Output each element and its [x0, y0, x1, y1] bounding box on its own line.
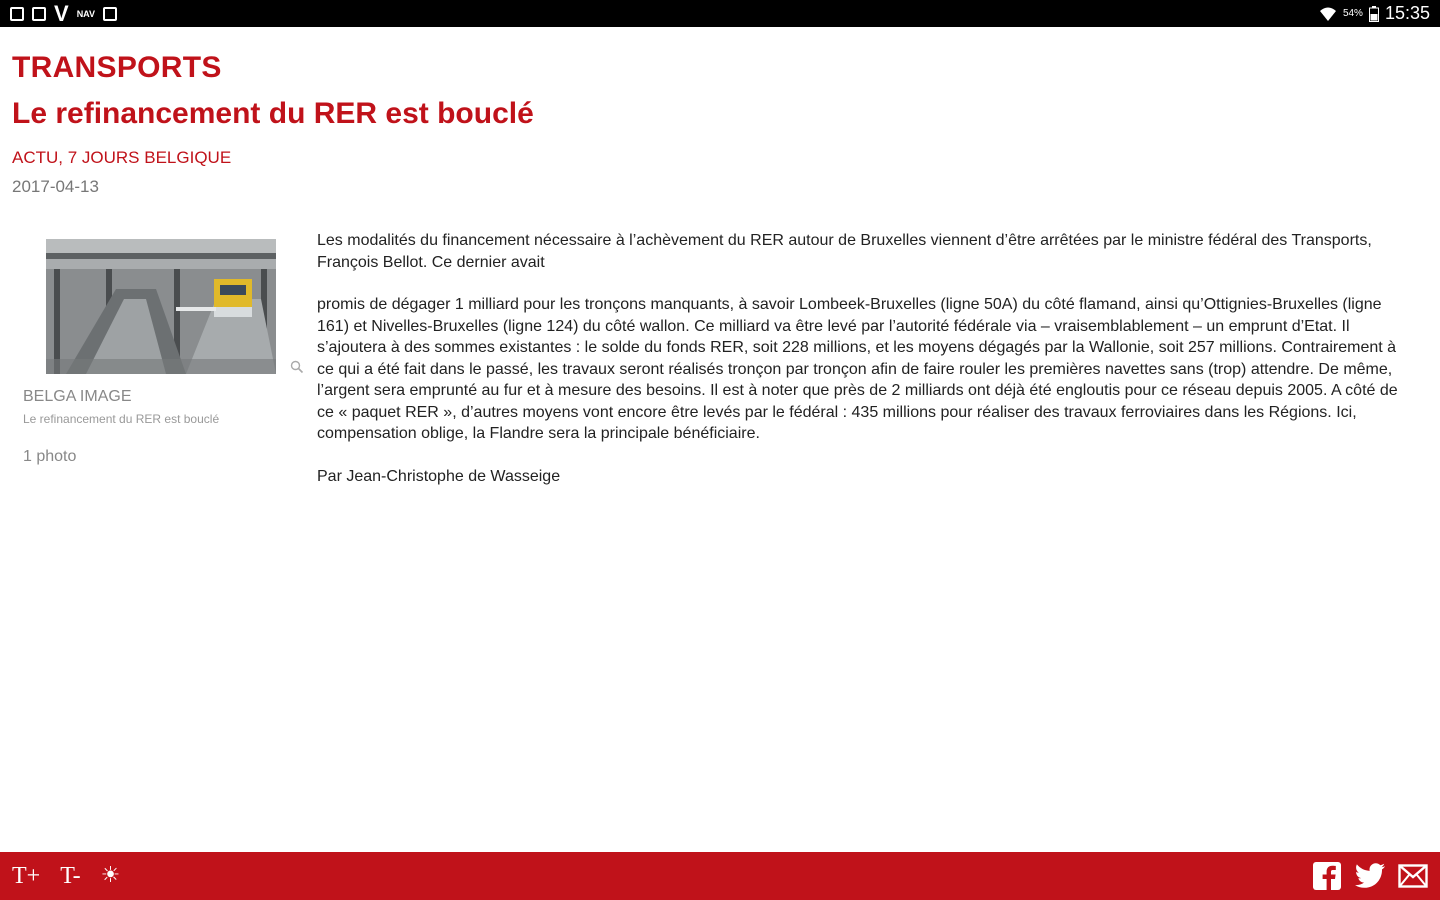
article-categories[interactable]: ACTU, 7 JOURS BELGIQUE: [12, 148, 232, 167]
v-app-icon: V: [54, 0, 69, 26]
decrease-font-button[interactable]: T-: [60, 863, 81, 889]
increase-font-button[interactable]: T+: [12, 863, 41, 889]
bottom-toolbar: [0, 852, 1440, 900]
wifi-icon: [1319, 6, 1337, 22]
text-controls: [12, 864, 120, 888]
article-paragraph: promis de dégager 1 milliard pour les tronçons manquants, à savoir Lombeek-Bruxelles (ligne 50A) du côté flamand, ainsi qu’Ottignies-Bruxelles (ligne 161) et Nivelles-Bruxelles (ligne 124) du côté wallon. Ce milliard va être levé par l’autorité fédérale via – vraisemblablement – un emprunt d’Etat. Il s’ajoutera à des sommes existantes : le solde du fonds RER, soit 228 millions, et les moyens dégagés par la Wallonie, soit 257 millions. Contrairement à ce qui a été fait dans le passé, les travaux seront réalisés tronçon par tronçon afin de faire rouler les premières navettes sans (trop) attendre. De même, l’argent sera emprunté au fur et à mesure des besoins. Il est à noter que près de 2 milliards ont déjà été engloutis pour ce réseau depuis 2005. A côté de ce « paquet RER », d’autres moyens vont encore être levés par le fédéral : 435 millions pour réaliser des travaux ferroviaires dans les Régions. Ici, compensation oblige, la Flandre sera la principale bénéficiaire.: [317, 296, 1398, 442]
photo-caption: Le refinancement du RER est bouclé: [23, 412, 220, 426]
facebook-icon[interactable]: [1312, 861, 1342, 891]
clock: 15:35: [1384, 3, 1430, 23]
photo-count[interactable]: 1 photo: [23, 448, 77, 465]
article-photo[interactable]: [46, 239, 276, 374]
bag-icon: [103, 7, 117, 21]
brightness-button[interactable]: ☀: [100, 863, 121, 888]
gallery-icon: [32, 7, 46, 21]
status-right: [1319, 3, 1430, 24]
article-author: Par Jean-Christophe de Wasseige: [317, 467, 561, 485]
article-view: [0, 27, 1440, 852]
twitter-icon[interactable]: [1354, 862, 1386, 890]
share-controls: [1312, 861, 1428, 891]
section-title: TRANSPORTS: [12, 51, 222, 84]
nav-icon: NAV: [76, 8, 96, 19]
battery-icon: [1369, 6, 1379, 22]
article-title: Le refinancement du RER est bouclé: [12, 97, 534, 130]
article-body: [317, 230, 1412, 508]
photo-credit: BELGA IMAGE: [23, 388, 132, 405]
article-date: 2017-04-13: [12, 177, 99, 196]
status-bar: [0, 0, 1440, 27]
mail-icon[interactable]: [1398, 864, 1428, 888]
battery-percent: 54%: [1342, 8, 1363, 19]
photo-image[interactable]: [46, 239, 276, 374]
status-left-icons: [10, 0, 117, 26]
notification-icon: [10, 7, 24, 21]
zoom-icon[interactable]: [290, 360, 304, 374]
article-paragraph: Les modalités du financement nécessaire à l’achèvement du RER autour de Bruxelles viennent d’être arrêtées par le ministre fédéral des Transports, François Bellot. Ce dernier avait: [317, 232, 1372, 271]
